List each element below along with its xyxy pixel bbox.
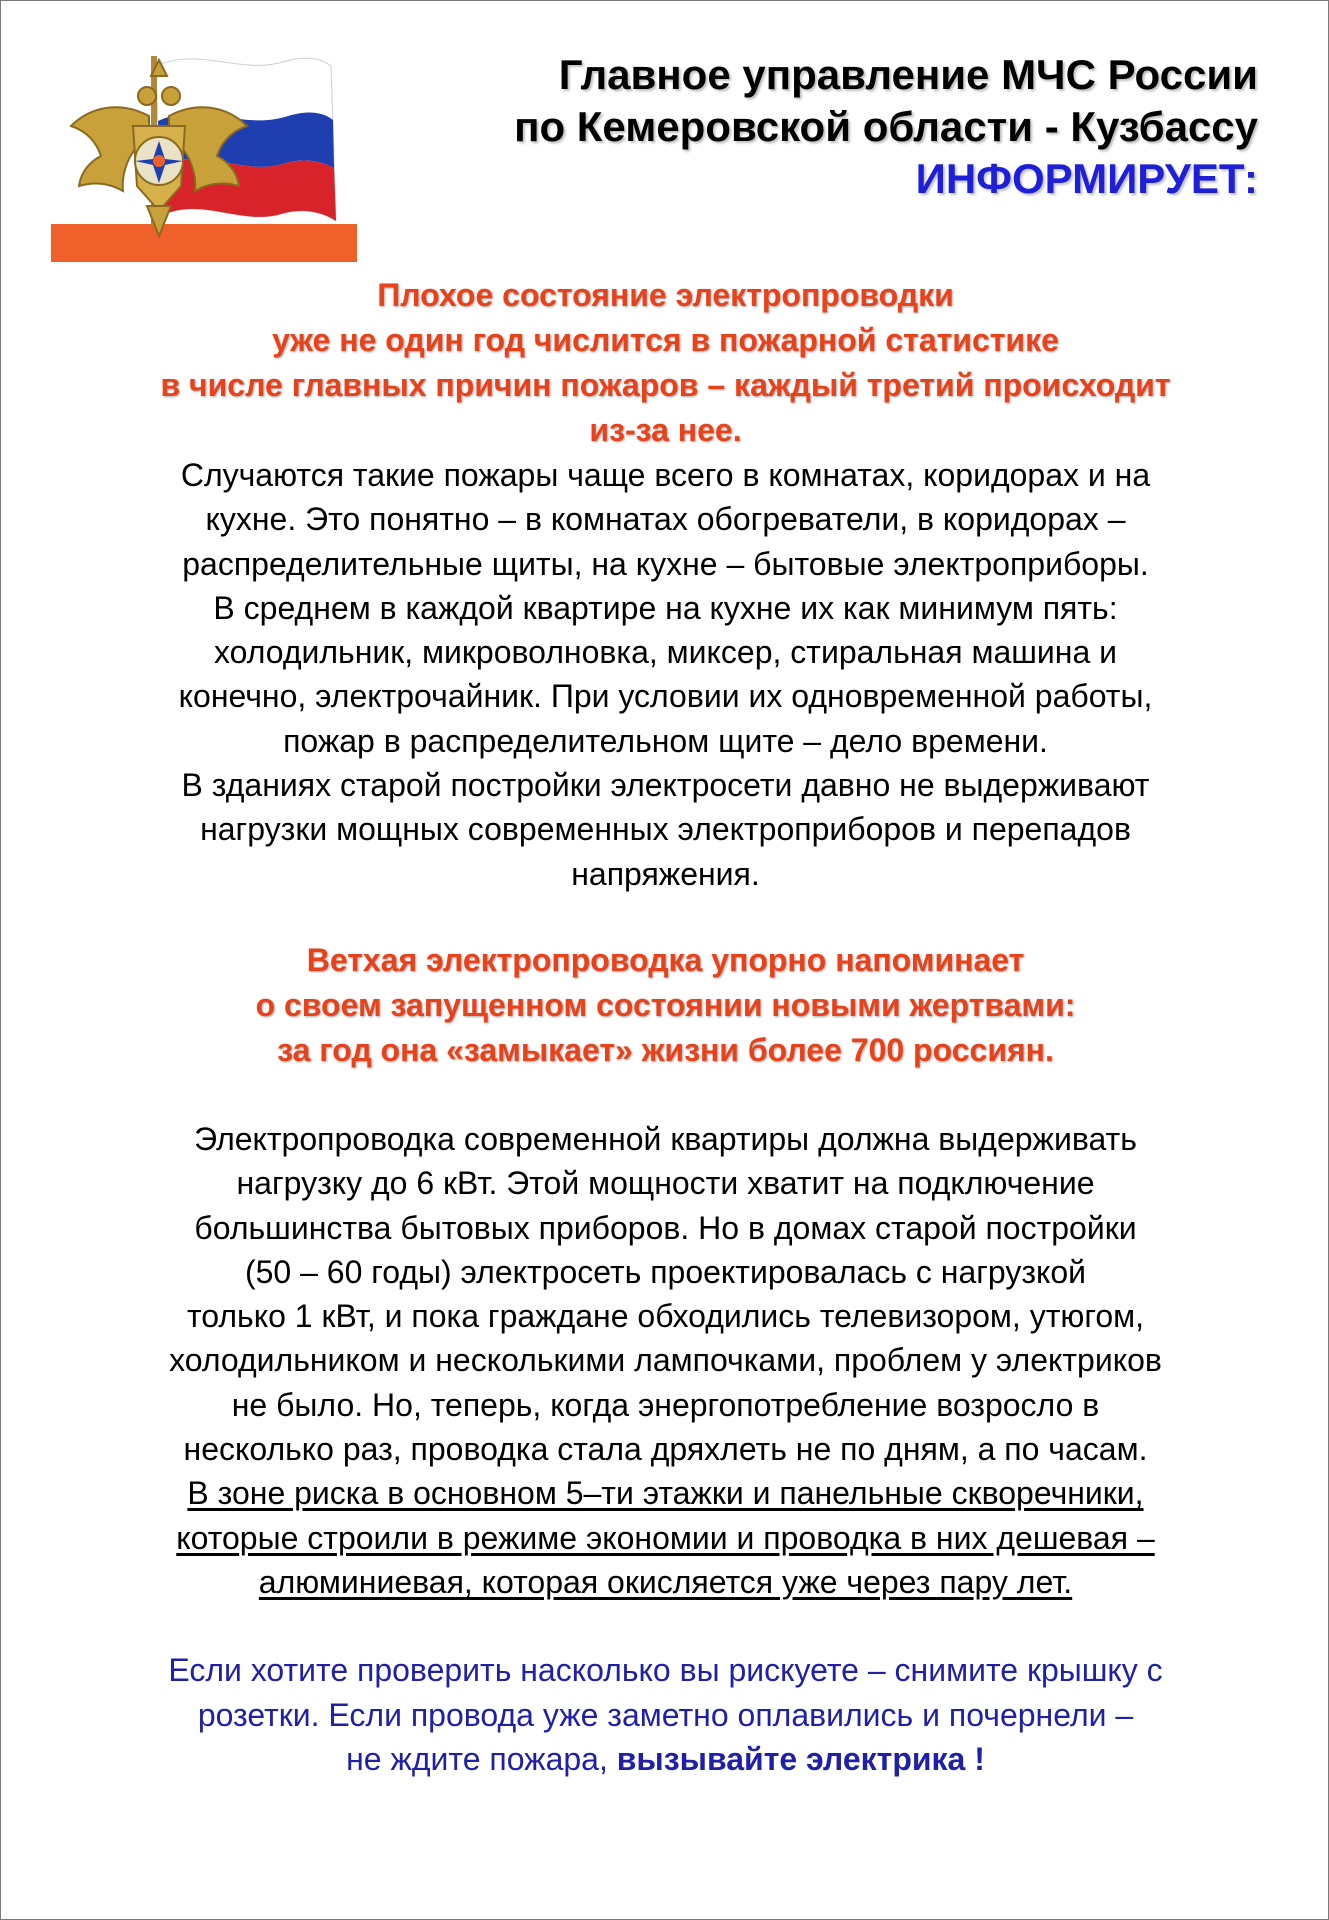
section3-body [61,1117,1270,1604]
headline-line: о своем запущенном состоянии новыми жертвами: [255,986,1076,1023]
notice-content [61,273,1270,1781]
underlined-text: В зоне риска в основном 5–ти этажки и панельные скворечники, [187,1475,1144,1512]
body-line: кухне. Это понятно – в комнатах обогреватели, в коридорах – [205,501,1126,538]
body-line: напряжения. [571,855,760,892]
body-line: только 1 кВт, и пока граждане обходились телевизором, утюгом, [186,1298,1145,1335]
header-informs: ИНФОРМИРУЕТ: [915,155,1258,202]
body-line: нагрузку до 6 кВт. Этой мощности хватит на подключение [236,1165,1095,1202]
header-title-line-1: Главное управление МЧС России [558,51,1258,98]
headline-line: за год она «замыкает» жизни более 700 россиян. [277,1031,1054,1068]
underlined-line [61,1516,1270,1560]
header-title-line-2: по Кемеровской области - Кузбассу [514,103,1258,150]
underlined-line [61,1560,1270,1604]
headline-line: Ветхая электропроводка упорно напоминает [306,941,1025,978]
body-line: несколько раз, проводка стала дряхлеть не по дням, а по часам. [183,1431,1148,1468]
cta-prefix: не ждите пожара, [346,1740,617,1777]
section1-headline [61,273,1270,453]
body-line: не было. Но, теперь, когда энергопотребление возросло в [231,1386,1100,1423]
cta-line: Если хотите проверить насколько вы рискуете – снимите крышку с [168,1652,1163,1689]
headline-line: уже не один год числится в пожарной статистике [272,322,1059,358]
body-line: В среднем в каждой квартире на кухне их как минимум пять: [213,589,1118,626]
body-line: (50 – 60 годы) электросеть проектировалась с нагрузкой [244,1253,1087,1290]
cta-call-electrician: вызывайте электрика ! [616,1740,985,1777]
body-line: распределительные щиты, на кухне – бытовые электроприборы. [182,545,1149,582]
body-line: конечно, электрочайник. При условии их одновременной работы, [178,678,1153,715]
emercom-emblem-with-russian-flag-icon [51,46,357,262]
section4-call-to-action [61,1648,1270,1781]
body-line: большинства бытовых приборов. Но в домах старой постройки [194,1209,1137,1246]
underlined-line [61,1471,1270,1515]
headline-line: из-за нее. [589,412,742,448]
underlined-text: алюминиевая, которая окисляется уже через пару лет. [258,1563,1073,1600]
body-line: холодильник, микроволновка, миксер, стиральная машина и [213,634,1118,671]
body-line: холодильником и несколькими лампочками, проблем у электриков [169,1342,1162,1379]
cta-line-final [61,1737,1270,1781]
headline-line: в числе главных причин пожаров – каждый третий происходит [160,367,1171,403]
body-line: нагрузки мощных современных электроприборов и перепадов [200,811,1131,848]
section2-headline [61,938,1270,1073]
body-line: Случаются такие пожары чаще всего в комнатах, коридорах и на [180,457,1151,493]
body-line: Электропроводка современной квартиры должна выдерживать [194,1120,1137,1157]
cta-line: розетки. Если провода уже заметно оплавились и почернели – [197,1696,1134,1733]
body-line: В зданиях старой постройки электросети давно не выдерживают [181,767,1150,804]
section1-body [61,453,1270,896]
page-header [514,49,1258,205]
underlined-text: которые строили в режиме экономии и проводка в них дешевая – [176,1519,1155,1556]
headline-line: Плохое состояние электропроводки [377,277,954,313]
body-line: пожар в распределительном щите – дело времени. [283,722,1048,759]
